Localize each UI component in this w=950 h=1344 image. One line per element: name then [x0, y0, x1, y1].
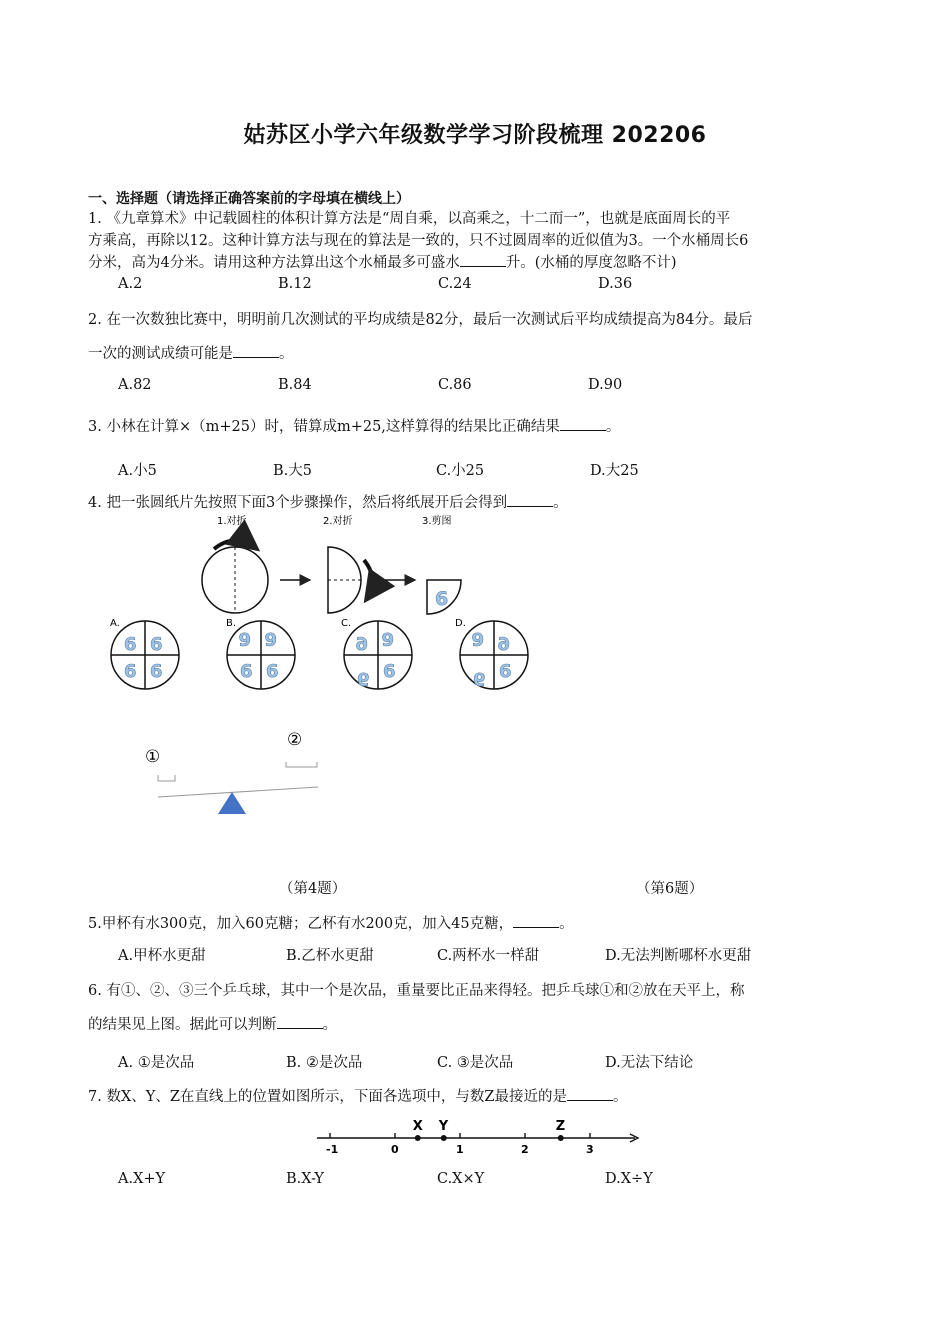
q4-folding-figure: [0, 510, 950, 695]
choice-b[interactable]: [226, 618, 295, 689]
choice-label: A.: [110, 618, 120, 629]
answer-blank[interactable]: [277, 1014, 323, 1029]
step-3-quarter: [427, 580, 461, 614]
glyph-six: 6: [435, 588, 449, 610]
tick-label: -1: [326, 1143, 339, 1156]
glyph-six: 6: [499, 661, 512, 682]
q1-line3-text: 分米，高为4分米。请用这种方法算出这个水桶最多可盛水: [88, 255, 460, 271]
curved-arrow-icon: [364, 560, 373, 600]
glyph-six: 6: [238, 628, 251, 649]
point-x: [415, 1135, 421, 1141]
option-b[interactable]: B.X-Y: [286, 1171, 324, 1187]
step-2-label: 2.对折: [323, 516, 353, 527]
option-a[interactable]: A. ①是次品: [118, 1055, 195, 1071]
answer-blank[interactable]: [507, 492, 553, 507]
question-2: [88, 303, 868, 371]
question-7: [88, 1086, 868, 1108]
ball-1-label: ①: [145, 747, 161, 767]
option-d[interactable]: D.大25: [590, 463, 639, 479]
glyph-six: 6: [124, 634, 137, 655]
q1-line2: 方乘高，再除以12。这种计算方法与现在的算法是一致的，只不过圆周率的近似值为3。一个水桶周长6: [88, 233, 749, 249]
q3-options: [118, 459, 878, 481]
q1-options: [118, 276, 878, 298]
point-z: [558, 1135, 564, 1141]
q2-line2: [88, 337, 868, 371]
q7-options: [118, 1171, 878, 1193]
page-title: 姑苏区小学六年级数学学习阶段梳理 202206: [243, 123, 707, 148]
question-1: [88, 208, 868, 274]
option-d[interactable]: D.无法判断哪杯水更甜: [605, 948, 752, 964]
q4-tail: 。: [553, 495, 568, 511]
option-a[interactable]: A.甲杯水更甜: [118, 948, 206, 964]
q4-caption: （第4题）: [279, 881, 347, 897]
option-c[interactable]: C.X×Y: [437, 1171, 485, 1187]
q6-line2: [88, 1008, 868, 1042]
question-5: [88, 913, 868, 935]
q7-text: 7. 数X、Y、Z在直线上的位置如图所示，下面各选项中，与数Z最接近的是: [88, 1089, 567, 1105]
left-pan: [158, 775, 175, 781]
answer-blank[interactable]: [460, 252, 506, 267]
option-d[interactable]: D.36: [598, 276, 633, 292]
glyph-six: 6: [471, 628, 484, 649]
glyph-six: 6: [240, 661, 253, 682]
section-heading: 一、选择题（请选择正确答案前的字母填在横线上）: [88, 191, 410, 207]
glyph-six: 6: [124, 661, 137, 682]
q6-line1: 6. 有①、②、③三个乒乓球，其中一个是次品，重量要比正品来得轻。把乒乓球①和②放在天平上，称: [88, 983, 745, 999]
glyph-six: 6: [357, 668, 370, 689]
q3-text: 3. 小林在计算×（m+25）时，错算成m+25,这样算得的结果比正确结果: [88, 419, 560, 435]
q6-options: [118, 1051, 878, 1073]
option-b[interactable]: B. ②是次品: [286, 1055, 363, 1071]
choice-label: B.: [226, 618, 237, 629]
choice-label: D.: [455, 618, 466, 629]
q5-options: [118, 944, 878, 966]
glyph-six: 6: [383, 661, 396, 682]
glyph-six: 6: [381, 628, 394, 649]
step-2-half-circle: [328, 547, 373, 613]
glyph-six: 6: [150, 661, 163, 682]
glyph-six: 6: [355, 634, 368, 655]
step-3-label: 3.剪图: [422, 516, 452, 527]
q1-line3: [88, 252, 868, 274]
option-d[interactable]: D.X÷Y: [605, 1171, 653, 1187]
option-d[interactable]: D.90: [588, 377, 623, 393]
step-1-label: 1.对折: [217, 516, 247, 527]
answer-blank[interactable]: [567, 1086, 613, 1101]
tick-label: 1: [456, 1143, 464, 1156]
point-label-x: X: [412, 1119, 423, 1134]
q7-tail: 。: [613, 1089, 628, 1105]
glyph-six: 6: [266, 661, 279, 682]
q6-caption: （第6题）: [636, 881, 704, 897]
tick-label: 0: [391, 1143, 399, 1156]
option-b[interactable]: B.84: [278, 377, 312, 393]
answer-blank[interactable]: [233, 343, 279, 358]
q7-number-line: [300, 1108, 660, 1158]
q1-line1: 1. 《九章算术》中记载圆柱的体积计算方法是“周自乘，以高乘之，十二而一”，也就是底面周长的平: [88, 211, 731, 227]
option-c[interactable]: C.24: [438, 276, 472, 292]
answer-blank[interactable]: [560, 416, 606, 431]
step-1-circle: [202, 541, 268, 614]
q2-options: [118, 377, 878, 399]
q5-tail: 。: [559, 916, 574, 932]
option-a[interactable]: A.X+Y: [118, 1171, 166, 1187]
q3-tail: 。: [605, 419, 621, 435]
glyph-six: 6: [150, 634, 163, 655]
glyph-six: 6: [497, 634, 510, 655]
option-c[interactable]: C.两杯水一样甜: [437, 948, 540, 964]
right-pan: [286, 762, 317, 767]
option-a[interactable]: A.小5: [118, 463, 157, 479]
q2-line2-text: 一次的测试成绩可能是: [88, 346, 233, 362]
choice-label: C.: [341, 618, 352, 629]
choice-c[interactable]: [341, 618, 412, 689]
glyph-six: 6: [473, 668, 486, 689]
choice-a[interactable]: [110, 618, 179, 689]
fulcrum-triangle: [218, 792, 246, 814]
answer-blank[interactable]: [513, 913, 559, 928]
option-c[interactable]: C.小25: [436, 463, 485, 479]
point-label-y: Y: [438, 1119, 449, 1134]
option-a[interactable]: A.2: [118, 276, 143, 292]
q6-line2-tail: 。: [322, 1017, 337, 1033]
q4-text: 4. 把一张圆纸片先按照下面3个步骤操作，然后将纸展开后会得到: [88, 495, 508, 511]
option-b[interactable]: B.大5: [273, 463, 312, 479]
option-c[interactable]: C. ③是次品: [437, 1055, 514, 1071]
q6-line2-text: 的结果见上图。据此可以判断: [88, 1017, 277, 1033]
option-b[interactable]: B.12: [278, 276, 312, 292]
q2-line1: 2. 在一次数独比赛中，明明前几次测试的平均成绩是82分，最后一次测试后平均成绩提高为84分。最后: [88, 312, 753, 328]
option-c[interactable]: C.86: [438, 377, 472, 393]
question-6: [88, 974, 868, 1042]
choice-d[interactable]: [455, 618, 528, 689]
option-d[interactable]: D.无法下结论: [605, 1055, 694, 1071]
tick-label: 2: [521, 1143, 529, 1156]
glyph-six: 6: [264, 628, 277, 649]
point-y: [441, 1135, 447, 1141]
question-3: [88, 416, 868, 438]
q5-text: 5.甲杯有水300克，加入60克糖；乙杯有水200克，加入45克糖，: [88, 916, 514, 932]
option-a[interactable]: A.82: [118, 377, 152, 393]
point-label-z: Z: [555, 1119, 566, 1134]
q1-line3-tail: 升。(水桶的厚度忽略不计): [505, 255, 677, 271]
option-b[interactable]: B.乙杯水更甜: [286, 948, 374, 964]
ball-2-label: ②: [287, 730, 303, 750]
tick-label: 3: [586, 1143, 594, 1156]
q6-balance-figure: [0, 725, 400, 825]
q2-line2-tail: 。: [279, 346, 294, 362]
